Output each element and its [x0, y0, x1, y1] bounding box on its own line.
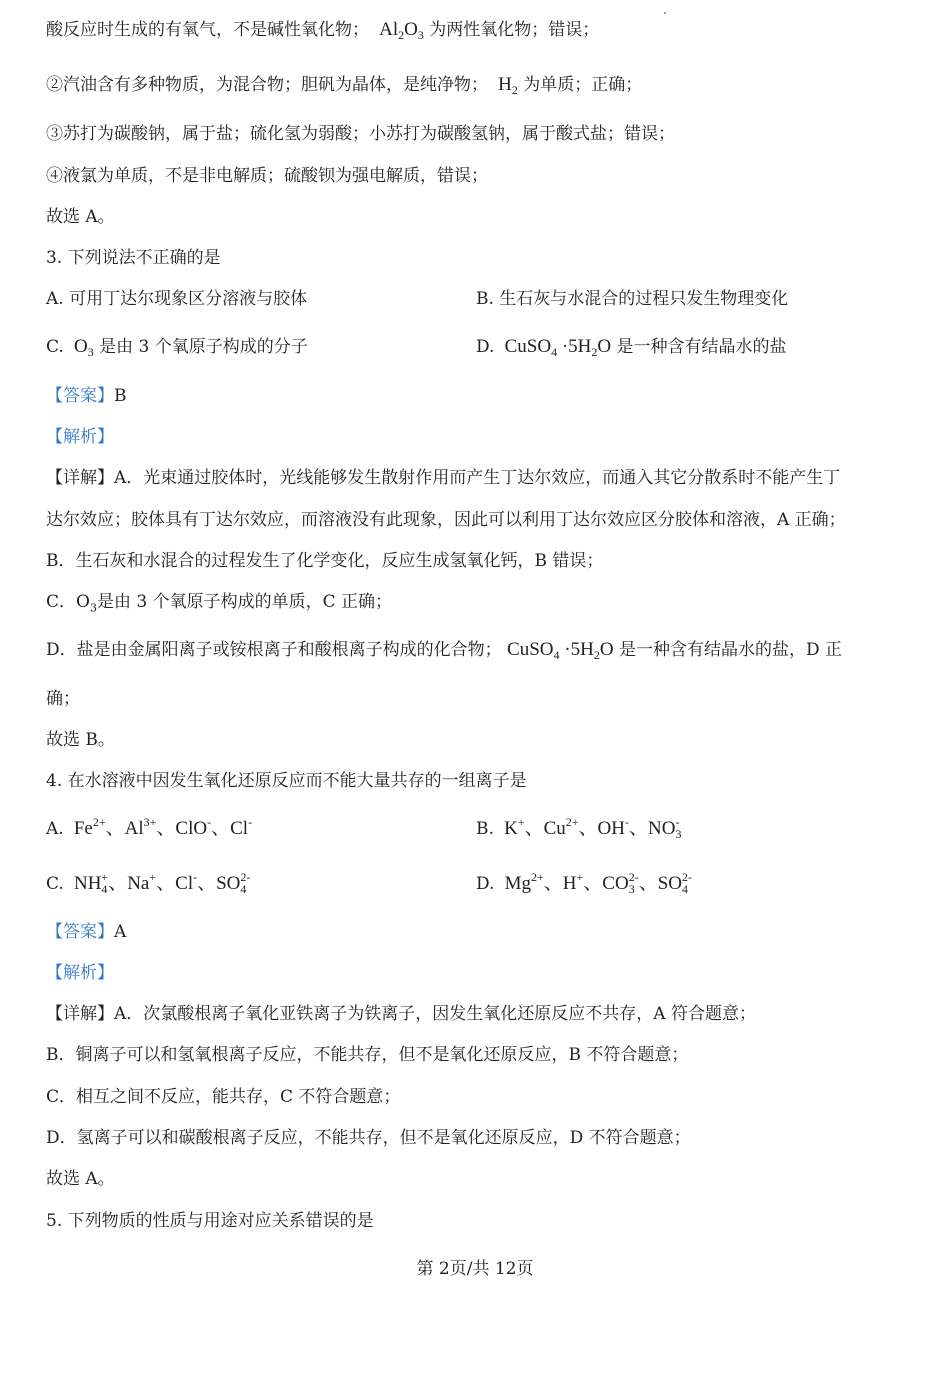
detail-line: D．氢离子可以和碳酸根离子反应，不能共存，但不是氧化还原反应，D 不符合题意； [46, 1128, 691, 1148]
option-a: A. $Fe^{2+}$、$Al^{3+}$、ClO-、Cl- [46, 815, 253, 839]
detail-line: 【详解】A．次氯酸根离子氧化亚铁离子为铁离子，因发生氧化还原反应不共存，A 符合题意； [46, 1004, 756, 1024]
ion-set-a: $Fe^{2+}$、$Al^{3+}$、ClO-、Cl- [69, 815, 253, 839]
formula-al2o3: $Al_2O_3$ [374, 19, 424, 42]
detail-line: 故选 B。 [46, 730, 115, 750]
detail-line: 【详解】A．光束通过胶体时，光线能够发生散射作用而产生丁达尔效应，而通入其它分散系时不能产生丁 [46, 468, 841, 488]
detail-line: D．盐是由金属阳离子或铵根离子和酸根离子构成的化合物； CuSO$_4$ $\cdot 5H_2O$ 是一种含有结晶水的盐，D 正 [46, 639, 843, 662]
answer-line: 【答案】B [46, 386, 127, 406]
formula-o3: $O_3$ [69, 336, 94, 359]
formula-cuso4-5h2o: CuSO$_4$ $\cdot 5H_2O$ [499, 336, 612, 359]
text-line: ②汽油含有多种物质，为混合物；胆矾为晶体，是纯净物； $H_2$ 为单质；正确； [46, 74, 643, 97]
text-line: ③苏打为碳酸钠，属于盐；硫化氢为弱酸；小苏打为碳酸氢钠，属于酸式盐；错误； [46, 124, 675, 144]
detail-line: 故选 A。 [46, 1169, 115, 1189]
question-stem: 3. 下列说法不正确的是 [46, 248, 221, 268]
detail-line: C．相互之间不反应，能共存，C 不符合题意； [46, 1087, 401, 1107]
analysis-tag: 【解析】 [46, 963, 114, 983]
answer-line: 【答案】A [46, 922, 127, 942]
ion-set-c: $NH_4^+$、Na+、Cl-、$SO_4^{2-}$ [69, 870, 251, 896]
detail-line: 确； [46, 689, 80, 709]
analysis-tag: 【解析】 [46, 427, 114, 447]
option-d: D. CuSO$_4$ $\cdot 5H_2O$ 是一种含有结晶水的盐 [476, 336, 787, 359]
question-stem: 4. 在水溶液中因发生氧化还原反应而不能大量共存的一组离子是 [46, 771, 527, 791]
page-footer: 第 2页/共 12页 [416, 1259, 534, 1279]
formula-cuso4-5h2o: CuSO$_4$ $\cdot 5H_2O$ [507, 639, 614, 662]
text-line: 故选 A。 [46, 207, 115, 227]
detail-line: C．$O_3$是由 3 个氧原子构成的单质，C 正确； [46, 592, 392, 615]
ion-set-b: K+、$Cu^{2+}$、OH-、$NO_3^-$ [499, 815, 682, 841]
text-line: ④液氯为单质，不是非电解质；硫酸钡为强电解质，错误； [46, 166, 488, 186]
detail-line: 达尔效应；胶体具有丁达尔效应，而溶液没有此现象，因此可以利用丁达尔效应区分胶体和溶液，A 正确； [46, 510, 846, 530]
option-a: A. 可用丁达尔现象区分溶液与胶体 [46, 289, 308, 309]
question-stem: 5. 下列物质的性质与用途对应关系错误的是 [46, 1211, 374, 1231]
detail-line: B．生石灰和水混合的过程发生了化学变化，反应生成氢氧化钙，B 错误； [46, 551, 604, 571]
option-c: C. $O_3$ 是由 3 个氧原子构成的分子 [46, 336, 308, 359]
detail-line: B．铜离子可以和氢氧根离子反应，不能共存，但不是氧化还原反应，B 不符合题意； [46, 1045, 689, 1065]
ion-set-d: $Mg^{2+}$、H+、$CO_3^{2-}$、$SO_4^{2-}$ [499, 870, 692, 896]
scan-dot [664, 12, 666, 14]
formula-h2: $H_2$ [493, 74, 518, 97]
option-d: D. $Mg^{2+}$、H+、$CO_3^{2-}$、$SO_4^{2-}$ [476, 870, 692, 896]
option-c: C. $NH_4^+$、Na+、Cl-、$SO_4^{2-}$ [46, 870, 251, 896]
option-b: B. K+、$Cu^{2+}$、OH-、$NO_3^-$ [476, 815, 682, 841]
text-line: 酸反应时生成的有氧气，不是碱性氧化物； $Al_2O_3$ 为两性氧化物；错误； [46, 19, 600, 42]
option-b: B. 生石灰与水混合的过程只发生物理变化 [476, 289, 789, 309]
